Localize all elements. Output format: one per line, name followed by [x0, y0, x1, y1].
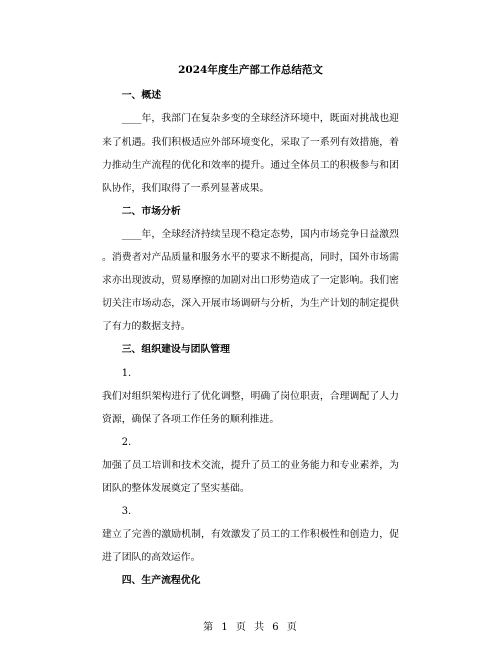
list-item-text: 我们对组织架构进行了优化调整，明确了岗位职责，合理调配了人力资源，确保了各项工作任务的顺利推进。	[102, 390, 399, 425]
document-title: 2024年度生产部工作总结范文	[178, 64, 323, 76]
document-body	[102, 58, 399, 592]
list-item-number: 1.	[121, 367, 132, 379]
page-footer	[0, 621, 500, 635]
body-paragraph: ____年，全球经济持续呈现不稳定态势，国内市场竞争日益激烈。消费者对产品质量和服务水平的要求不断提高，同时，国外市场需求亦出现波动，贸易摩擦的加剧对出口形势造成了一定影响。我们密切关注市场动态，深入开展市场调研与分析，为生产计划的制定提供了有力的数据支持。	[102, 228, 399, 333]
body-paragraph: ____年，我部门在复杂多变的全球经济环境中，既面对挑战也迎来了机遇。我们积极适应外部环境变化，采取了一系列有效措施，着力推动生产流程的优化和效率的提升。通过全体员工的积极参与和团队协作，我们取得了一系列显著成果。	[102, 113, 399, 194]
total-pages-number: 6	[272, 622, 279, 633]
list-item-number: 3.	[121, 506, 132, 518]
list-item-number: 2.	[121, 436, 132, 448]
section-heading-team-management: 三、组织建设与团队管理	[121, 344, 230, 356]
section-heading-process-optimization: 四、生产流程优化	[121, 575, 201, 587]
section-heading-market-analysis: 二、市场分析	[121, 205, 181, 217]
page-label-suffix: 页	[286, 622, 297, 633]
current-page-number: 1	[221, 622, 228, 633]
list-item-text: 建立了完善的激励机制，有效激发了员工的工作积极性和创造力，促进了团队的高效运作。	[102, 529, 399, 564]
list-item-text: 加强了员工培训和技术交流，提升了员工的业务能力和专业素养，为团队的整体发展奠定了坚实基础。	[102, 459, 399, 494]
page-label-prefix: 第	[203, 622, 214, 633]
page-label-middle: 页 共	[235, 622, 265, 633]
section-heading-overview: 一、概述	[121, 90, 162, 102]
